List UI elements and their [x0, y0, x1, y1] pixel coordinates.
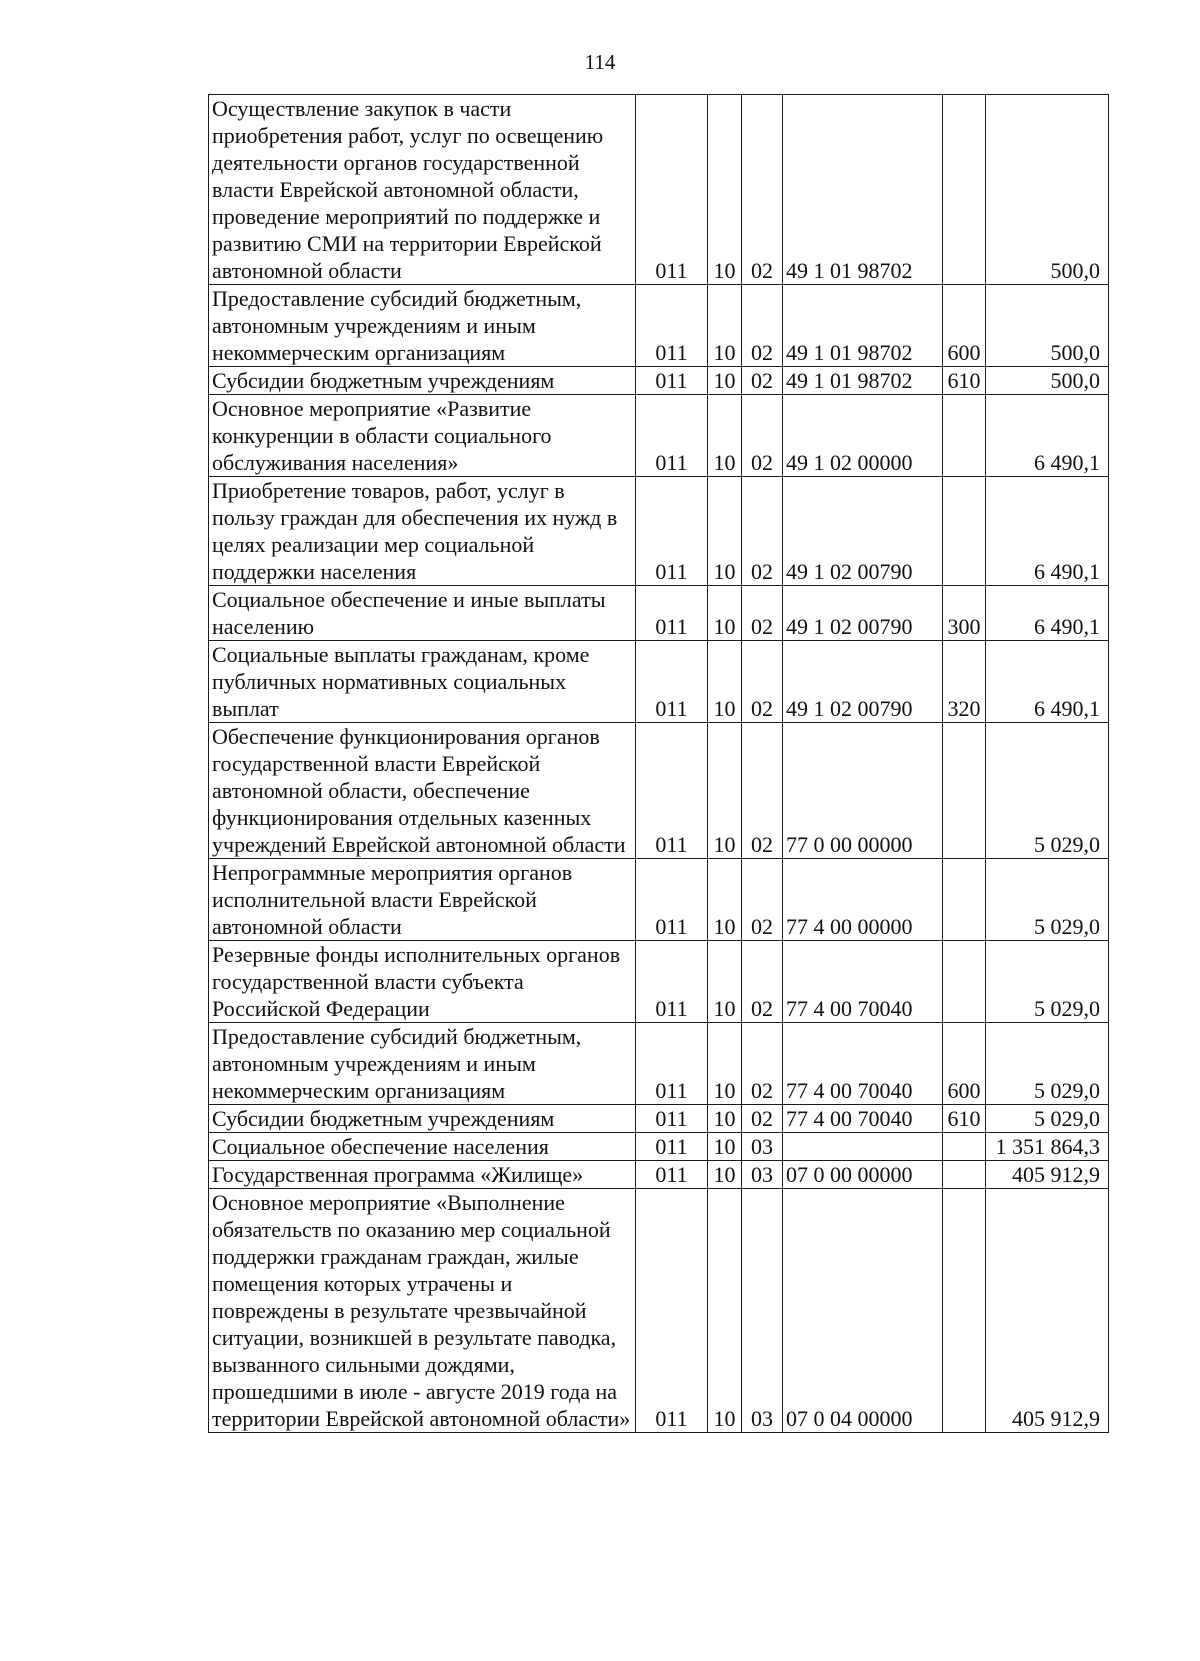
cell-subsection: 03: [742, 1133, 783, 1161]
budget-table: [208, 94, 1109, 1433]
cell-amount: 1 351 864,3: [986, 1133, 1109, 1161]
cell-ministry-code: 011: [636, 641, 708, 723]
cell-ministry-code: 011: [636, 1189, 708, 1433]
cell-target-article: 49 1 02 00790: [783, 641, 943, 723]
table-row: [209, 641, 1109, 723]
cell-target-article: 49 1 02 00790: [783, 586, 943, 641]
cell-target-article: 49 1 02 00000: [783, 395, 943, 477]
cell-expense-type: [943, 1189, 986, 1433]
page-number: 114: [584, 50, 616, 74]
cell-expense-type: 300: [943, 586, 986, 641]
cell-section: 10: [708, 586, 742, 641]
cell-subsection: 02: [742, 285, 783, 367]
cell-subsection: 02: [742, 477, 783, 586]
cell-ministry-code: 011: [636, 941, 708, 1023]
cell-name: Социальные выплаты гражданам, кроме публичных нормативных социальных выплат: [209, 641, 636, 723]
cell-subsection: 02: [742, 395, 783, 477]
cell-name: Обеспечение функционирования органов государственной власти Еврейской автономной области, обеспечение функционирования отдельных казенных учреждений Еврейской автономной области: [209, 723, 636, 859]
table-row: [209, 1105, 1109, 1133]
cell-target-article: 49 1 01 98702: [783, 367, 943, 395]
cell-target-article: 77 4 00 70040: [783, 1105, 943, 1133]
cell-name: Основное мероприятие «Развитие конкуренции в области социального обслуживания населения»: [209, 395, 636, 477]
cell-section: 10: [708, 859, 742, 941]
cell-target-article: 77 4 00 70040: [783, 1023, 943, 1105]
cell-expense-type: 320: [943, 641, 986, 723]
table-row: [209, 1023, 1109, 1105]
table-row: [209, 1133, 1109, 1161]
cell-ministry-code: 011: [636, 723, 708, 859]
table-row: [209, 285, 1109, 367]
cell-expense-type: [943, 723, 986, 859]
cell-amount: 405 912,9: [986, 1161, 1109, 1189]
cell-ministry-code: 011: [636, 586, 708, 641]
table-row: [209, 586, 1109, 641]
cell-name: Предоставление субсидий бюджетным, автономным учреждениям и иным некоммерческим организациям: [209, 1023, 636, 1105]
cell-expense-type: 600: [943, 285, 986, 367]
cell-subsection: 02: [742, 95, 783, 285]
cell-ministry-code: 011: [636, 477, 708, 586]
cell-amount: 5 029,0: [986, 1023, 1109, 1105]
cell-name: Предоставление субсидий бюджетным, автономным учреждениям и иным некоммерческим организациям: [209, 285, 636, 367]
cell-subsection: 03: [742, 1161, 783, 1189]
cell-amount: 6 490,1: [986, 641, 1109, 723]
cell-ministry-code: 011: [636, 1023, 708, 1105]
cell-target-article: 49 1 01 98702: [783, 285, 943, 367]
cell-amount: 6 490,1: [986, 477, 1109, 586]
cell-subsection: 02: [742, 941, 783, 1023]
cell-name: Субсидии бюджетным учреждениям: [209, 1105, 636, 1133]
cell-amount: 5 029,0: [986, 1105, 1109, 1133]
cell-name: Приобретение товаров, работ, услуг в пользу граждан для обеспечения их нужд в целях реализации мер социальной поддержки населения: [209, 477, 636, 586]
cell-expense-type: [943, 859, 986, 941]
cell-name: Непрограммные мероприятия органов исполнительной власти Еврейской автономной области: [209, 859, 636, 941]
cell-ministry-code: 011: [636, 859, 708, 941]
cell-section: 10: [708, 285, 742, 367]
cell-name: Государственная программа «Жилище»: [209, 1161, 636, 1189]
cell-subsection: 03: [742, 1189, 783, 1433]
cell-subsection: 02: [742, 723, 783, 859]
cell-ministry-code: 011: [636, 285, 708, 367]
cell-target-article: 07 0 00 00000: [783, 1161, 943, 1189]
cell-expense-type: [943, 95, 986, 285]
cell-amount: 5 029,0: [986, 723, 1109, 859]
cell-subsection: 02: [742, 641, 783, 723]
table-row: [209, 367, 1109, 395]
cell-target-article: 77 4 00 70040: [783, 941, 943, 1023]
cell-subsection: 02: [742, 1023, 783, 1105]
cell-name: Резервные фонды исполнительных органов государственной власти субъекта Российской Федерации: [209, 941, 636, 1023]
cell-subsection: 02: [742, 1105, 783, 1133]
table-row: [209, 941, 1109, 1023]
cell-section: 10: [708, 941, 742, 1023]
table-row: [209, 1161, 1109, 1189]
cell-expense-type: [943, 477, 986, 586]
cell-expense-type: [943, 941, 986, 1023]
cell-section: 10: [708, 367, 742, 395]
cell-ministry-code: 011: [636, 1133, 708, 1161]
cell-ministry-code: 011: [636, 95, 708, 285]
table-row: [209, 723, 1109, 859]
cell-ministry-code: 011: [636, 395, 708, 477]
cell-target-article: 77 0 00 00000: [783, 723, 943, 859]
cell-section: 10: [708, 95, 742, 285]
cell-name: Социальное обеспечение населения: [209, 1133, 636, 1161]
cell-name: Субсидии бюджетным учреждениям: [209, 367, 636, 395]
cell-expense-type: 600: [943, 1023, 986, 1105]
table-row: [209, 477, 1109, 586]
cell-amount: 500,0: [986, 367, 1109, 395]
cell-amount: 500,0: [986, 95, 1109, 285]
cell-ministry-code: 011: [636, 367, 708, 395]
cell-expense-type: [943, 395, 986, 477]
cell-subsection: 02: [742, 586, 783, 641]
cell-subsection: 02: [742, 859, 783, 941]
cell-target-article: [783, 1133, 943, 1161]
cell-section: 10: [708, 477, 742, 586]
cell-name: Основное мероприятие «Выполнение обязательств по оказанию мер социальной поддержки гражданам граждан, жилые помещения которых утрачены и повреждены в результате чрезвычайной ситуации, возникшей в результате паводка, вызванного сильными дождями, прошедшими в июле - августе 2019 года на территории Еврейской автономной области»: [209, 1189, 636, 1433]
cell-expense-type: 610: [943, 1105, 986, 1133]
cell-target-article: 49 1 02 00790: [783, 477, 943, 586]
cell-section: 10: [708, 1023, 742, 1105]
cell-name: Осуществление закупок в части приобретения работ, услуг по освещению деятельности органов государственной власти Еврейской автономной области, проведение мероприятий по поддержке и развитию СМИ на территории Еврейской автономной области: [209, 95, 636, 285]
table-body: [209, 95, 1109, 1433]
table-row: [209, 395, 1109, 477]
cell-expense-type: [943, 1161, 986, 1189]
cell-section: 10: [708, 1189, 742, 1433]
cell-expense-type: [943, 1133, 986, 1161]
cell-amount: 500,0: [986, 285, 1109, 367]
cell-expense-type: 610: [943, 367, 986, 395]
cell-section: 10: [708, 641, 742, 723]
cell-target-article: 49 1 01 98702: [783, 95, 943, 285]
cell-target-article: 07 0 04 00000: [783, 1189, 943, 1433]
table-row: [209, 95, 1109, 285]
cell-section: 10: [708, 1161, 742, 1189]
cell-amount: 5 029,0: [986, 941, 1109, 1023]
cell-amount: 6 490,1: [986, 586, 1109, 641]
cell-amount: 6 490,1: [986, 395, 1109, 477]
cell-ministry-code: 011: [636, 1161, 708, 1189]
cell-subsection: 02: [742, 367, 783, 395]
cell-section: 10: [708, 1133, 742, 1161]
cell-section: 10: [708, 395, 742, 477]
cell-amount: 5 029,0: [986, 859, 1109, 941]
cell-amount: 405 912,9: [986, 1189, 1109, 1433]
cell-name: Социальное обеспечение и иные выплаты населению: [209, 586, 636, 641]
table-row: [209, 1189, 1109, 1433]
cell-ministry-code: 011: [636, 1105, 708, 1133]
cell-section: 10: [708, 1105, 742, 1133]
table-row: [209, 859, 1109, 941]
cell-target-article: 77 4 00 00000: [783, 859, 943, 941]
cell-section: 10: [708, 723, 742, 859]
